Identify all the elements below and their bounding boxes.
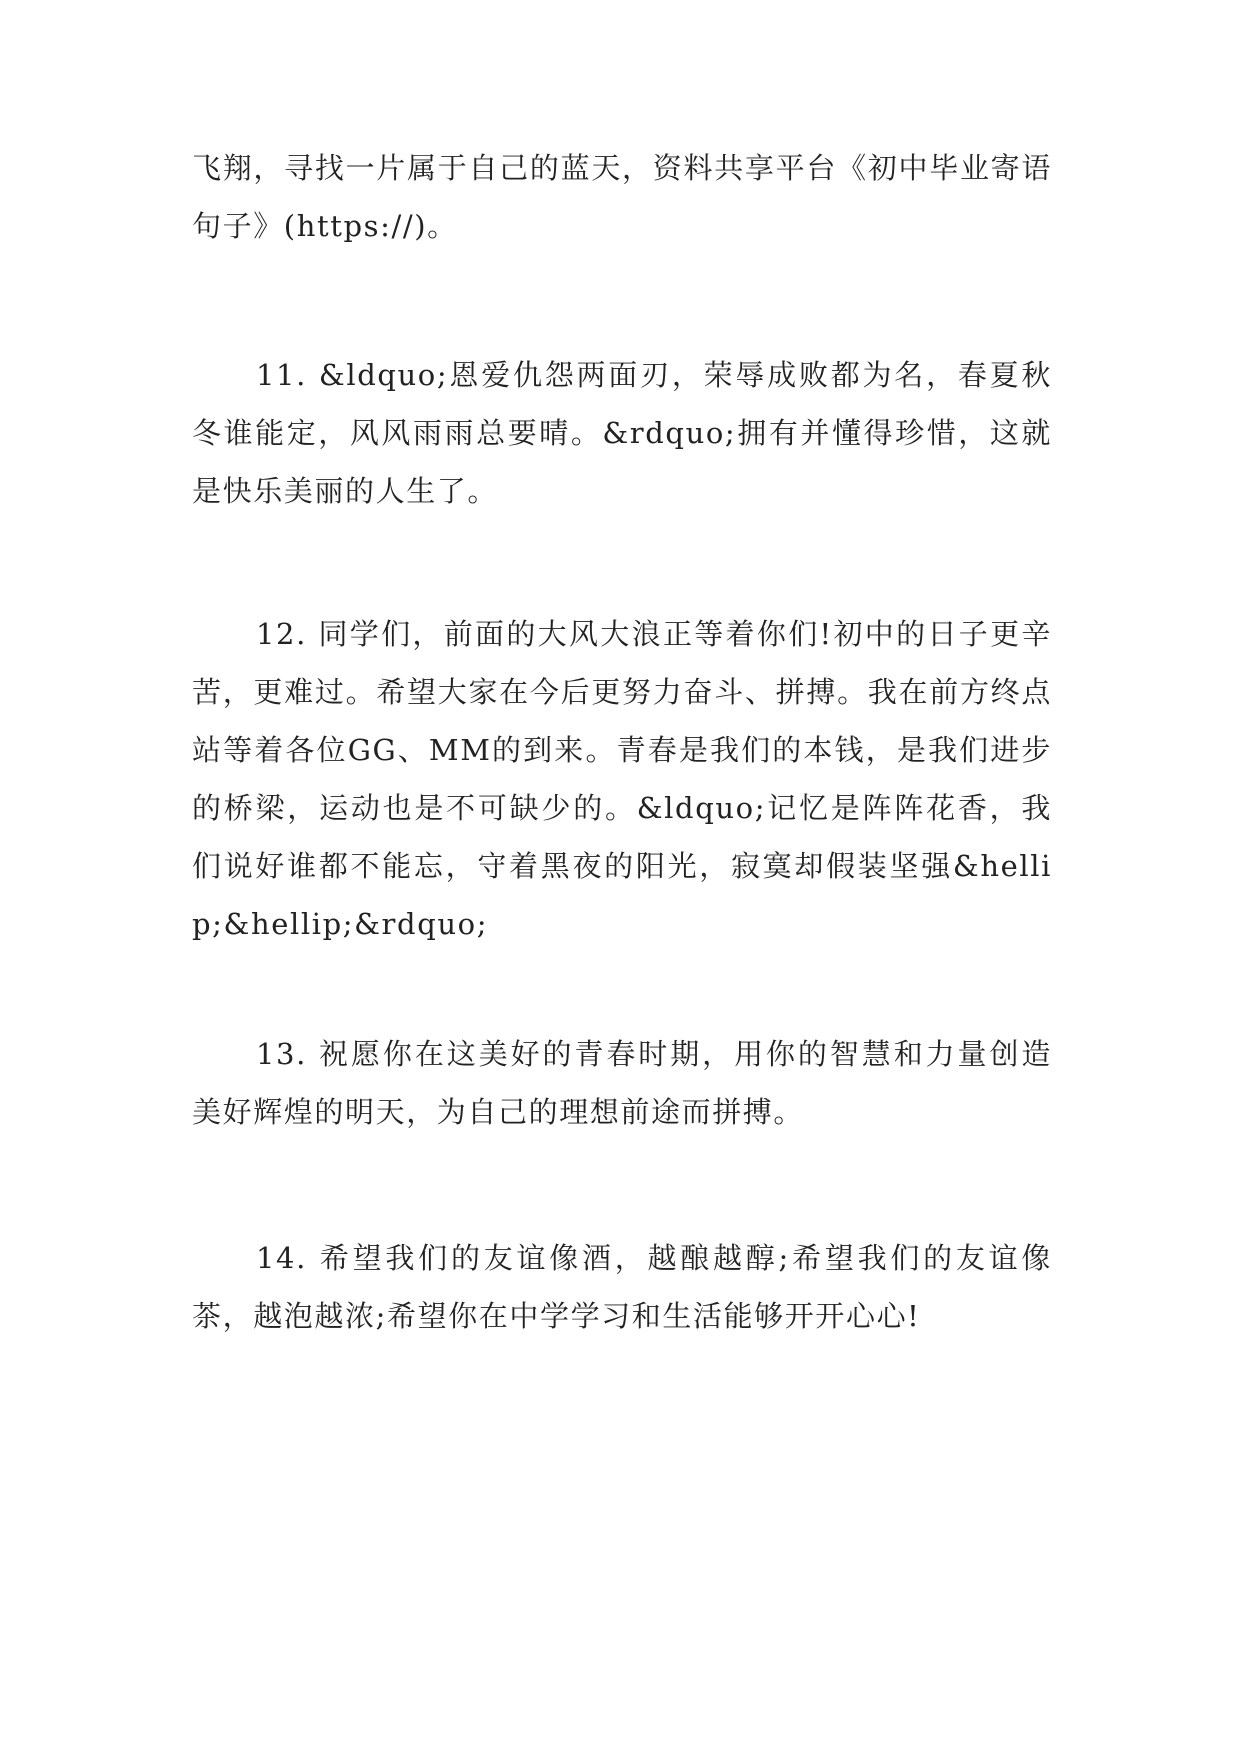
paragraph-item-14: 14. 希望我们的友谊像酒，越酿越醇;希望我们的友谊像茶，越泡越浓;希望你在中学学习和生活能够开开心心! (192, 1241, 1052, 1333)
paragraph-item-11: 11. &ldquo;恩爱仇怨两面刃，荣辱成败都为名，春夏秋冬谁能定，风风雨雨总要晴。&rdquo;拥有并懂得珍惜，这就是快乐美丽的人生了。 (192, 358, 1052, 508)
paragraph-continuation: 飞翔，寻找一片属于自己的蓝天，资料共享平台《初中毕业寄语句子》(https://)。 (192, 151, 1052, 243)
paragraph-item-13: 13. 祝愿你在这美好的青春时期，用你的智慧和力量创造美好辉煌的明天，为自己的理想前途而拼搏。 (192, 1037, 1052, 1129)
paragraph-item-12: 12. 同学们，前面的大风大浪正等着你们!初中的日子更辛苦，更难过。希望大家在今后更努力奋斗、拼搏。我在前方终点站等着各位GG、MM的到来。青春是我们的本钱，是我们进步的桥梁，运动也是不可缺少的。&ldquo;记忆是阵阵花香，我们说好谁都不能忘，守着黑夜的阳光，寂寞却假装坚强&hellip;&hellip;&rdquo; (192, 617, 1052, 941)
